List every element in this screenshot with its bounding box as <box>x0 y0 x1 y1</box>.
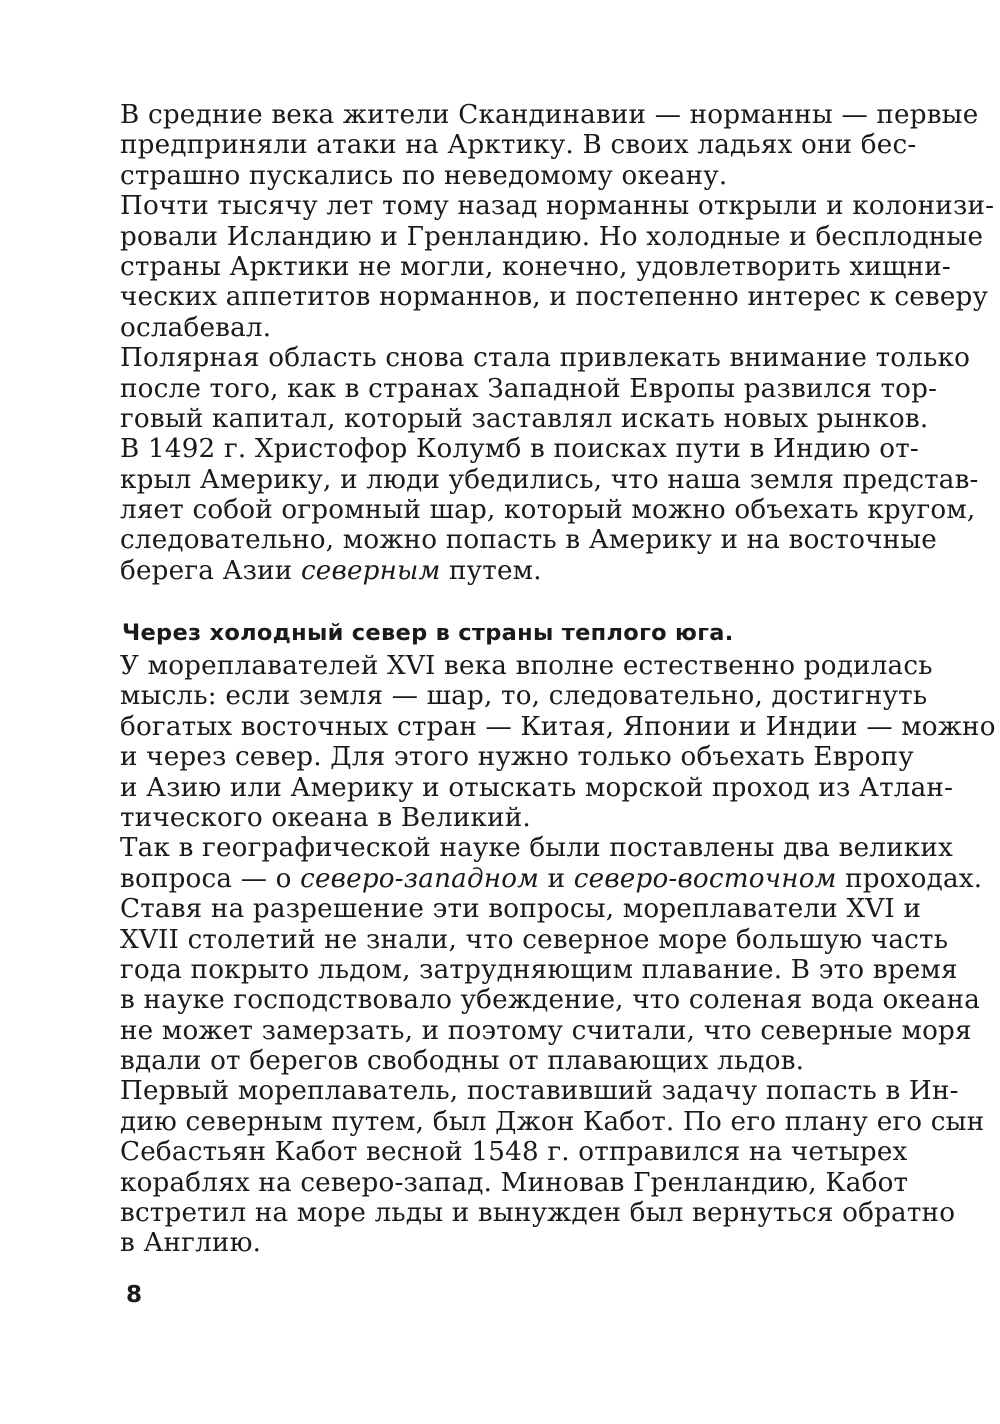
text-line: в Англию. <box>120 1228 262 1259</box>
text-line: говый капитал, который заставлял искать новых рынков. <box>120 403 929 434</box>
text-line: в науке господствовало убеждение, что соленая вода океана <box>120 985 981 1016</box>
text-line: В 1492 г. Христофор Колумб в поисках пути в Индию от- <box>120 434 919 465</box>
paragraph-2 <box>120 191 995 343</box>
italic-term: северо-западном <box>300 863 540 894</box>
text-fragment: берега Азии <box>120 555 301 586</box>
text-line: крыл Америку, и люди убедились, что наша земля представ- <box>120 464 979 495</box>
text-line: ческих аппетитов норманнов, и постепенно интерес к северу <box>120 282 989 313</box>
text-line: ровали Исландию и Гренландию. Но холодные и бесплодные <box>120 221 984 252</box>
text-line: тического океана в Великий. <box>120 802 531 833</box>
text-line: встретил на море льды и вынужден был вернуться обратно <box>120 1198 956 1229</box>
text-line: Ставя на разрешение эти вопросы, мореплаватели XVI и <box>120 894 922 925</box>
text-line: Полярная область снова стала привлекать внимание только <box>120 343 971 374</box>
text-fragment: вопроса — о <box>120 863 301 894</box>
text-line: Первый мореплаватель, поставивший задачу попасть в Ин- <box>120 1076 959 1107</box>
text-line: богатых восточных стран — Китая, Японии и Индии — можно <box>120 711 996 742</box>
text-fragment: и <box>539 863 574 894</box>
text-line: мысль: если земля — шар, то, следовательно, достигнуть <box>120 681 928 712</box>
text-fragment: проходах. <box>836 863 983 894</box>
section-1-text <box>120 100 995 586</box>
text-line: следовательно, можно попасть в Америку и на восточные <box>120 525 937 556</box>
text-line: Себастьян Кабот весной 1548 г. отправился на четырех <box>120 1137 908 1168</box>
text-line: страшно пускались по неведомому океану. <box>120 160 728 191</box>
text-line: кораблях на северо-запад. Миновав Гренландию, Кабот <box>120 1167 909 1198</box>
section-heading: Через холодный север в страны теплого юга. <box>122 620 734 646</box>
text-fragment: путем. <box>440 555 542 586</box>
text-line: ляет собой огромный шар, который можно объехать кругом, <box>120 495 976 526</box>
page-number: 8 <box>126 1282 143 1308</box>
text-line: предприняли атаки на Арктику. В своих ладьях они бес- <box>120 130 917 161</box>
paragraph-5 <box>120 833 983 1077</box>
text-line: после того, как в странах Западной Европы развился тор- <box>120 373 938 404</box>
text-line: страны Арктики не могли, конечно, удовлетворить хищни- <box>120 251 951 282</box>
text-line: вдали от берегов свободны от плавающих льдов. <box>120 1046 805 1077</box>
paragraph-1 <box>120 100 979 191</box>
italic-term: северным <box>300 555 441 586</box>
text-line: XVII столетий не знали, что северное море большую часть <box>120 924 949 955</box>
text-line: года покрыто льдом, затрудняющим плавание. В это время <box>120 954 958 985</box>
text-line <box>120 556 862 586</box>
section-2-text <box>120 651 996 1259</box>
text-line: Так в географической науке были поставлены два великих <box>120 833 953 864</box>
italic-term: северо-восточном <box>573 863 837 894</box>
text-line: и Азию или Америку и отыскать морской проход из Атлан- <box>120 772 954 803</box>
text-line: Почти тысячу лет тому назад норманны открыли и колонизи- <box>120 191 995 222</box>
text-line: дию северным путем, был Джон Кабот. По его плану его сын <box>120 1106 985 1137</box>
text-line: В средние века жители Скандинавии — норманны — первые <box>120 100 979 130</box>
paragraph-6 <box>120 1076 985 1259</box>
text-line: У мореплавателей XVI века вполне естественно родилась <box>120 651 933 681</box>
paragraph-3 <box>120 343 979 586</box>
paragraph-4 <box>120 651 996 833</box>
text-line <box>120 863 983 894</box>
text-line: не может замерзать, и поэтому считали, что северные моря <box>120 1015 972 1046</box>
text-line: и через север. Для этого нужно только объехать Европу <box>120 742 914 773</box>
text-line: ослабевал. <box>120 312 272 343</box>
